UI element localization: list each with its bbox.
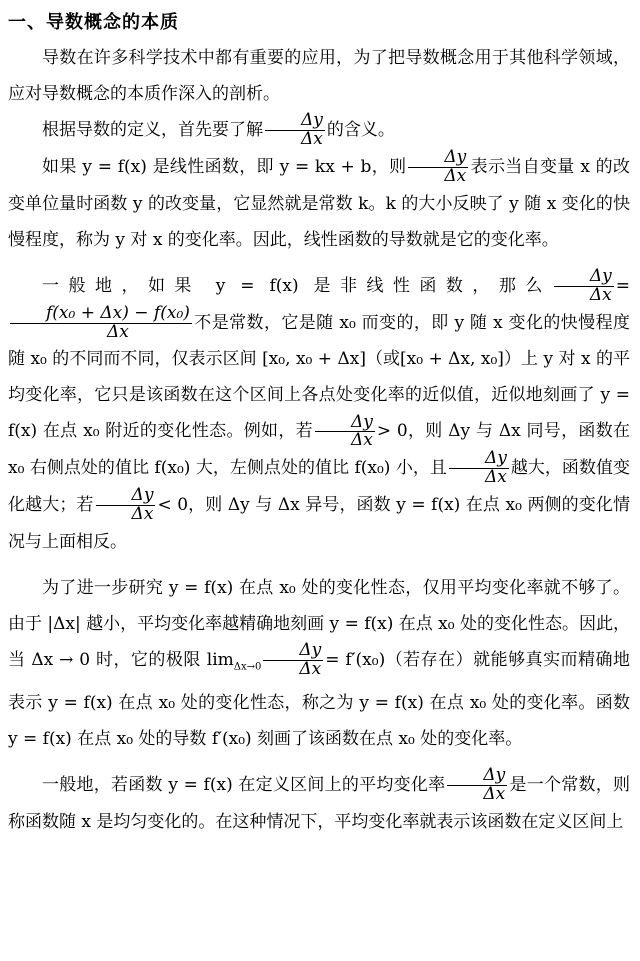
fraction-dy-dx: [96, 487, 156, 524]
section-heading: 一、导数概念的本质: [8, 12, 179, 33]
text: = f′(x₀)（若存在）就能够真实而精确地表示 y = f(x) 在点 x₀ 处的变化性态，称之为 y = f(x) 在点 x₀ 处的变化率。函数 y = f(x) 在点 x₀ 处的导数 f′(x₀) 刻画了该函数在点 x₀ 处的变化率。: [8, 649, 631, 750]
denominator: Δx: [107, 321, 129, 342]
text: 根据导数的定义，首先要了解: [42, 120, 263, 140]
denominator: Δx: [350, 430, 373, 451]
denominator: Δx: [483, 784, 506, 805]
text: 一般地，若函数 y = f(x) 在定义区间上的平均变化率: [42, 775, 446, 796]
paragraph-3: [8, 149, 630, 258]
fraction-dy-dx: [265, 112, 325, 149]
fraction-dy-dx: [447, 767, 507, 804]
paragraph-4: [8, 265, 631, 560]
paragraph-1: 导数在许多科学技术中都有重要的应用，为了把导数概念用于其他科学领域，应对导数概念的本质作深入的剖析。: [8, 48, 630, 104]
limit-subscript: Δx→0: [233, 661, 262, 673]
numerator: Δy: [449, 450, 509, 469]
numerator: Δy: [408, 149, 468, 168]
text: 的含义。: [326, 120, 395, 140]
numerator: f(x₀ + Δx) − f(x₀): [10, 305, 192, 324]
numerator: Δy: [315, 414, 375, 433]
fraction-dy-dx: [315, 411, 375, 451]
denominator: Δx: [131, 504, 154, 525]
numerator: Δy: [554, 268, 614, 287]
fraction-dy-dx: [408, 149, 468, 186]
text: 如果 y = f(x) 是线性函数，即 y = kx + b，则: [42, 156, 407, 177]
paragraph-5: [8, 570, 630, 757]
paragraph-6: [8, 767, 630, 840]
text: 表示当自变量 x 的改变单位量时函数 y 的改变量，它显然就是常数 k。k 的大小反映了 y 随 x 变化的快慢程度，称为 y 对 x 的变化率。因此，线性函数的导数就是它的变化率。: [8, 156, 630, 250]
text: 一般地，如果 y = f(x) 是非线性函数，那么: [42, 275, 552, 296]
numerator: Δy: [263, 642, 323, 661]
denominator: Δx: [299, 658, 322, 679]
denominator: Δx: [444, 165, 467, 186]
denominator: Δx: [301, 129, 323, 149]
text: 为了进一步研究 y = f(x) 在点 x₀ 处的变化性态，仅用平均变化率就不够了。由于 |Δx| 越小，平均变化率越精确地刻画 y = f(x) 在点 x₀ 处的变化性态。因此，当 Δx → 0 时，它的极限 lim: [8, 577, 630, 670]
denominator: Δx: [589, 284, 612, 305]
text: 是一个常数，则称函数随 x 是均匀变化的。在这种情况下，平均变化率就表示该函数在定义区间上: [8, 775, 630, 833]
text: 不是常数，它是随 x₀ 而变的，即 y 随 x 变化的快慢程度随 x₀ 的不同而不同，仅表示区间 [x₀, x₀ + Δx]（或[x₀ + Δx, x₀]）上 y 对 x 的平均变化率，它只是该函数在这个区间上各点处变化率的近似值，近似地刻画了 y = f(x) 在点 x₀ 附近的变化性态。例如，若: [8, 312, 631, 442]
fraction-difference-quotient: [10, 302, 192, 342]
numerator: Δy: [447, 767, 507, 786]
text: > 0，则 Δy 与 Δx 同号，函数在 x₀ 右侧点处的值比 f(x₀) 大，左侧点处的值比 f(x₀) 小，且: [8, 421, 630, 479]
text: 越大，函数值变化越大；若: [8, 458, 631, 516]
equals: =: [615, 275, 630, 296]
denominator: Δx: [484, 467, 507, 488]
fraction-dy-dx: [263, 642, 323, 679]
text: < 0，则 Δy 与 Δx 异号，函数 y = f(x) 在点 x₀ 两侧的变化情况与上面相反。: [8, 495, 630, 552]
numerator: Δy: [265, 112, 325, 131]
fraction-dy-dx: [449, 450, 509, 487]
fraction-dy-dx: [554, 265, 614, 305]
numerator: Δy: [96, 487, 156, 506]
paragraph-2: [8, 112, 630, 149]
